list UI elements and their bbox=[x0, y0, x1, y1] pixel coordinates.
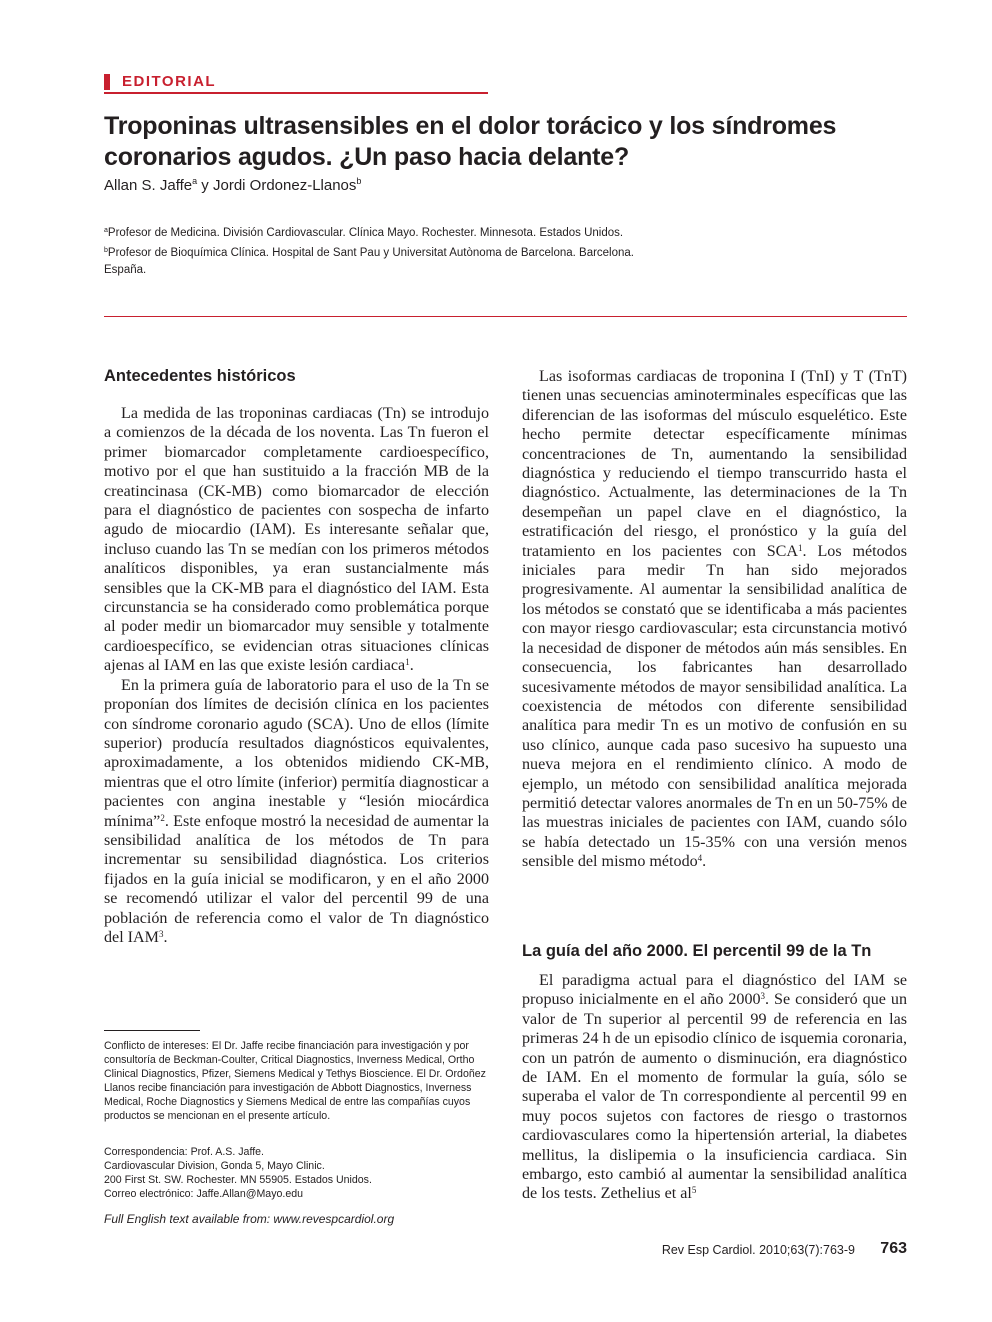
affiliations bbox=[104, 222, 864, 279]
reference-mark: 2 bbox=[160, 812, 165, 823]
conflict-of-interest: Conflicto de intereses: El Dr. Jaffe recibe financiación para investigación y por consultoría de Beckman-Coulter, Critical Diagnostics, Inverness Medical, Ortho Clinical Diagnostics, Pfizer, Siemens Medical y Tethys Bioscience. El Dr. Ordoñez Llanos recibe financiación para investigación de Abbott Diagnostics, Inverness Medical, Roche Diagnostics y Siemens Medical de entre las compañías cuyos productos se mencionan en el presente artículo. bbox=[104, 1040, 486, 1122]
paragraph-2-end: . bbox=[163, 928, 168, 946]
paragraph-3-text-b: . Los métodos iniciales para medir Tn han sido mejorados progresivamente. Al aumentar la sensibilidad analítica de los métodos se constató que se identificaba a más pacientes con mayor riesgo cardiovascular; esta circunstancia motivó la necesidad de disponer de métodos aún más sensibles. En consecuencia, los fabricantes han desarrollado sucesivamente métodos de mayor sensibilidad analítica. La coexistencia de métodos con diferente sensibilidad analítica para medir Tn es un motivo de confusión en su uso clínico, aunque cada paso sucesivo ha supuesto una nueva mejora en el rendimiento clínico. A modo de ejemplo, un método con sensibilidad analítica mejorada permitió detectar valores anormales de Tn en un 50-75% de las muestras iniciales de pacientes con IAM, cuando sólo se había detectado un 15-35% con una versión menos sensible del mismo método bbox=[522, 542, 907, 871]
page-number: 763 bbox=[880, 1240, 907, 1257]
paragraph-2-text-b: . Este enfoque mostró la necesidad de aumentar la sensibilidad analítica de los métodos de Tn para incrementar su sensibilidad diagnóstica. Los criterios fijados en la guía inicial se modificaron, y en el año 2000 se recomendó utilizar el valor del percentil 99 de una población de referencia como el valor de Tn diagnóstico del IAM bbox=[104, 812, 489, 946]
affiliation-b-cont: España. bbox=[104, 264, 147, 276]
paragraph-3-end: . bbox=[702, 853, 707, 871]
paragraph-3 bbox=[522, 367, 907, 872]
section-tag-bar bbox=[104, 74, 110, 90]
affiliation-b-text: Profesor de Bioquímica Clínica. Hospital de Sant Pau y Universitat Autònoma de Barcelona. Barcelona. bbox=[107, 247, 634, 259]
heading-guia: La guía del año 2000. El percentil 99 de la Tn bbox=[522, 942, 872, 960]
authors bbox=[104, 176, 361, 194]
author-2-mark: b bbox=[356, 176, 362, 186]
section-rule bbox=[104, 92, 488, 94]
paragraph-3-text: Las isoformas cardiacas de troponina I (TnI) y T (TnT) tienen unas secuencias aminoterminales específicas que las diferencian de las isoformas del músculo esquelético. Este hecho permite detectar específicamente mínimas concentraciones de Tn, aumentando la sensibilidad diagnóstica y reduciendo el tiempo transcurrido hasta el diagnóstico. Actualmente, las determinaciones de la Tn desempeñan un papel clave en el diagnóstico, la estratificación del riesgo, el pronóstico y la guía del tratamiento en los pacientes con SCA bbox=[522, 368, 907, 560]
english-text-note: Full English text available from: www.revespcardiol.org bbox=[104, 1212, 395, 1226]
affiliation-b-mark: b bbox=[104, 247, 108, 254]
author-2: Jordi Ordonez-Llanos bbox=[212, 177, 357, 194]
paragraph-4 bbox=[522, 971, 907, 1204]
paragraph-4-text: El paradigma actual para el diagnóstico del IAM se propuso inicialmente en el año 2000 bbox=[522, 972, 907, 1009]
body-column-right-lower bbox=[522, 971, 907, 1204]
reference-mark: 3 bbox=[158, 928, 164, 939]
title-line-1: Troponinas ultrasensibles en el dolor torácico y los síndromes bbox=[104, 112, 837, 140]
footnote-rule bbox=[104, 1030, 200, 1031]
reference-mark: 1 bbox=[798, 542, 803, 553]
correspondence bbox=[104, 1145, 489, 1201]
reference-mark: 5 bbox=[691, 1185, 697, 1196]
correspondence-line: 200 First St. SW. Rochester. MN 55905. Estados Unidos. bbox=[104, 1174, 372, 1186]
section-label: EDITORIAL bbox=[122, 73, 217, 90]
correspondence-line: Correspondencia: Prof. A.S. Jaffe. bbox=[104, 1146, 264, 1158]
body-column-right bbox=[522, 367, 907, 872]
affiliation-a-text: Profesor de Medicina. División Cardiovascular. Clínica Mayo. Rochester. Minnesota. Estados Unidos. bbox=[107, 227, 624, 239]
reference-mark: 3 bbox=[760, 991, 766, 1002]
paragraph-2 bbox=[104, 676, 489, 948]
article-title bbox=[104, 111, 924, 173]
reference-mark: 4 bbox=[697, 853, 703, 864]
paragraph-1-end: . bbox=[409, 657, 414, 675]
correspondence-line: Cardiovascular Division, Gonda 5, Mayo Clinic. bbox=[104, 1160, 325, 1172]
heading-antecedentes: Antecedentes históricos bbox=[104, 367, 296, 385]
journal-reference: Rev Esp Cardiol. 2010;63(7):763-9 bbox=[661, 1243, 855, 1257]
section-tag bbox=[104, 72, 488, 94]
body-column-left bbox=[104, 404, 489, 947]
correspondence-email: Correo electrónico: Jaffe.Allan@Mayo.edu bbox=[104, 1188, 303, 1200]
title-line-2: coronarios agudos. ¿Un paso hacia delante? bbox=[104, 143, 630, 171]
author-1-mark: a bbox=[192, 176, 198, 186]
reference-mark: 1 bbox=[405, 657, 410, 668]
author-connector: y bbox=[197, 177, 213, 194]
header-rule bbox=[104, 316, 907, 317]
affiliation-a bbox=[104, 222, 864, 242]
paragraph-4-text-b: . Se consideró que un valor de Tn superior al percentil 99 de referencia en las primeras 24 h de un episodio clínico de isquemia coronaria, con un patrón de aumento o disminución, era diagnóstico de IAM. En el momento de formular la guía, sólo se superaba el valor de Tn correspondiente al percentil 99 en muy pocos sujetos con factores de riesgo o trastornos cardiovasculares como la hipertensión arterial, la diabetes mellitus, la dislipemia o la insuficiencia cardiaca. Sin embargo, esto cambió al aumentar la sensibilidad analítica de los tests. Zethelius et al bbox=[522, 991, 907, 1203]
paragraph-1-text: La medida de las troponinas cardiacas (Tn) se introdujo a comienzos de la década de los noventa. Las Tn fueron el primer biomarcador completamente cardioespecífico, motivo por el que han sustituido a la fracción MB de la creatincinasa (CK-MB) como biomarcador de elección para el diagnóstico de pacientes con sospecha de infarto agudo de miocardio (IAM). Es interesante señalar que, incluso cuando las Tn se medían con los primeros métodos analíticos disponibles, ya eran sustancialmente más sensibles que la CK-MB para el diagnóstico del IAM. Esta circunstancia se ha considerado como problemática porque al poder medir un biomarcador muy sensible y totalmente cardioespecífico, se evidencian otras situaciones clínicas ajenas al IAM en las que existe lesión cardiaca bbox=[104, 405, 489, 675]
paragraph-2-text: En la primera guía de laboratorio para el uso de la Tn se proponían dos límites de decisión clínica en los pacientes con síndrome coronario agudo (SCA). Uno de ellos (límite superior) producía resultados diagnósticos equivalentes, aproximadamente, a los obtenidos midiendo CK-MB, mientras que el otro límite (inferior) permitía diagnosticar a pacientes con angina inestable y “lesión miocárdica mínima” bbox=[104, 676, 489, 830]
affiliation-b bbox=[104, 242, 864, 262]
paragraph-1 bbox=[104, 404, 489, 676]
affiliation-a-mark: a bbox=[104, 227, 108, 234]
author-1: Allan S. Jaffe bbox=[104, 177, 193, 194]
